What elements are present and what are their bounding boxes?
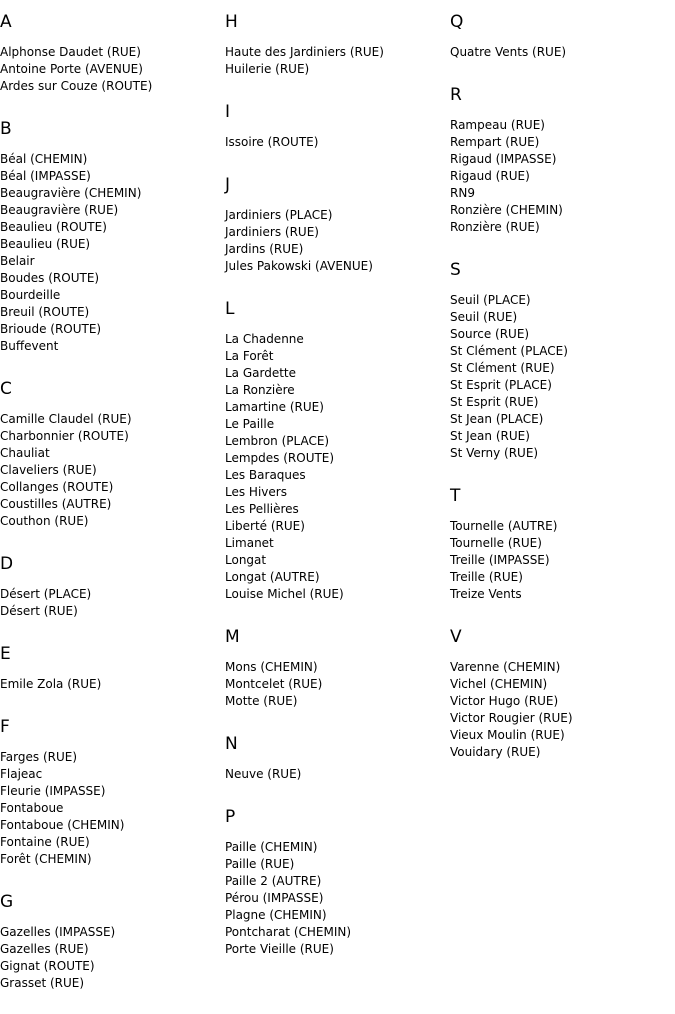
street-list [0,44,220,95]
street-link[interactable]: Le Paille [225,417,275,431]
street-link[interactable]: Issoire (ROUTE) [225,135,319,149]
street-link[interactable]: Charbonnier (ROUTE) [0,429,129,443]
street-list [225,207,445,275]
street-link[interactable]: Fontaine (RUE) [0,835,90,849]
letter-group [450,484,670,603]
street-link[interactable]: Ronzière (CHEMIN) [450,203,563,217]
street-link[interactable]: Limanet [225,536,274,550]
street-list [450,44,670,61]
street-link[interactable]: Treille (IMPASSE) [450,553,550,567]
street-link[interactable]: Jardins (RUE) [225,242,304,256]
street-link[interactable]: St Clément (RUE) [450,361,555,375]
street-link[interactable]: Couthon (RUE) [0,514,89,528]
street-link[interactable]: Vouidary (RUE) [450,745,541,759]
street-link[interactable]: Varenne (CHEMIN) [450,660,561,674]
letter-group [0,715,220,868]
letter-heading: P [225,807,236,827]
letter-heading: H [225,12,238,32]
street-link[interactable]: Béal (CHEMIN) [0,152,88,166]
street-link[interactable]: Seuil (PLACE) [450,293,531,307]
street-link[interactable]: Tournelle (AUTRE) [450,519,558,533]
letter-heading: J [225,175,231,195]
letter-heading: F [0,717,10,737]
street-link[interactable]: St Esprit (RUE) [450,395,539,409]
street-link[interactable]: Les Baraques [225,468,306,482]
letter-group [225,10,445,78]
street-link[interactable]: Rampeau (RUE) [450,118,545,132]
street-link[interactable]: Beaulieu (RUE) [0,237,91,251]
letter-group [450,83,670,236]
letter-group [0,10,220,95]
street-list [0,586,220,620]
letter-group [0,552,220,620]
letter-group [225,173,445,275]
street-link[interactable]: Victor Hugo (RUE) [450,694,559,708]
letter-heading: R [450,85,462,105]
street-link[interactable]: Bourdeille [0,288,61,302]
street-link[interactable]: Beaulieu (ROUTE) [0,220,107,234]
street-list [225,331,445,603]
street-list [450,292,670,462]
street-link[interactable]: Alphonse Daudet (RUE) [0,45,141,59]
street-link[interactable]: Les Pellières [225,502,299,516]
street-link[interactable]: Claveliers (RUE) [0,463,97,477]
street-list [450,659,670,761]
street-link[interactable]: Plagne (CHEMIN) [225,908,327,922]
street-index-column-1 [0,10,220,1014]
street-link[interactable]: Béal (IMPASSE) [0,169,91,183]
street-link[interactable]: St Jean (PLACE) [450,412,544,426]
street-list [0,676,220,693]
street-link[interactable]: La Gardette [225,366,297,380]
street-link[interactable]: RN9 [450,186,475,200]
street-index-column-2 [225,10,445,980]
street-link[interactable]: Pontcharat (CHEMIN) [225,925,352,939]
street-link[interactable]: Brioude (ROUTE) [0,322,102,336]
street-link[interactable]: Gazelles (RUE) [0,942,89,956]
letter-group [0,642,220,693]
street-link[interactable]: Boudes (ROUTE) [0,271,100,285]
street-link[interactable]: Lamartine (RUE) [225,400,324,414]
street-link[interactable]: La Chadenne [225,332,304,346]
street-link[interactable]: Jardiniers (RUE) [225,225,319,239]
street-link[interactable]: Gazelles (IMPASSE) [0,925,116,939]
street-link[interactable]: Paille (RUE) [225,857,295,871]
street-link[interactable]: Pérou (IMPASSE) [225,891,324,905]
street-link[interactable]: Belair [0,254,35,268]
street-link[interactable]: Désert (RUE) [0,604,78,618]
letter-heading: E [0,644,11,664]
letter-group [225,805,445,958]
street-list [225,44,445,78]
street-link[interactable]: Fontaboue [0,801,64,815]
letter-heading: S [450,260,461,280]
street-link[interactable]: Les Hivers [225,485,287,499]
street-link[interactable]: Fontaboue (CHEMIN) [0,818,125,832]
street-link[interactable]: Treille (RUE) [450,570,523,584]
street-list [0,924,220,992]
letter-group [0,117,220,355]
street-link[interactable]: Collanges (ROUTE) [0,480,114,494]
street-link[interactable]: Chauliat [0,446,50,460]
letter-group [225,732,445,783]
street-list [0,151,220,355]
letter-group [0,377,220,530]
letter-heading: G [0,892,14,912]
letter-heading: D [0,554,14,574]
street-link[interactable]: Liberté (RUE) [225,519,305,533]
street-list [225,839,445,958]
street-link[interactable]: Camille Claudel (RUE) [0,412,132,426]
letter-group [450,258,670,462]
street-link[interactable]: Rempart (RUE) [450,135,540,149]
street-index-column-3 [450,10,670,783]
street-link[interactable]: Neuve (RUE) [225,767,302,781]
street-link[interactable]: Paille (CHEMIN) [225,840,318,854]
street-link[interactable]: Flajeac [0,767,43,781]
street-link[interactable]: Paille 2 (AUTRE) [225,874,322,888]
street-link[interactable]: Breuil (ROUTE) [0,305,90,319]
letter-group [225,297,445,603]
street-link[interactable]: Seuil (RUE) [450,310,518,324]
street-link[interactable]: Coustilles (AUTRE) [0,497,112,511]
letter-heading: I [225,102,231,122]
street-link[interactable]: Montcelet (RUE) [225,677,323,691]
street-link[interactable]: Ronzière (RUE) [450,220,540,234]
street-link[interactable]: Treize Vents [450,587,522,601]
letter-heading: B [0,119,12,139]
street-link[interactable]: Motte (RUE) [225,694,298,708]
street-list [450,117,670,236]
letter-heading: L [225,299,235,319]
street-link[interactable]: Farges (RUE) [0,750,78,764]
street-link[interactable]: Quatre Vents (RUE) [450,45,567,59]
street-link[interactable]: Beaugravière (RUE) [0,203,119,217]
street-list [225,134,445,151]
street-link[interactable]: St Verny (RUE) [450,446,539,460]
street-link[interactable]: Rigaud (IMPASSE) [450,152,557,166]
street-list [0,411,220,530]
street-list [450,518,670,603]
street-link[interactable]: Antoine Porte (AVENUE) [0,62,143,76]
street-link[interactable]: Vieux Moulin (RUE) [450,728,565,742]
street-link[interactable]: Rigaud (RUE) [450,169,530,183]
letter-heading: C [0,379,12,399]
street-link[interactable]: Huilerie (RUE) [225,62,310,76]
street-link[interactable]: Forêt (CHEMIN) [0,852,92,866]
letter-heading: A [0,12,12,32]
street-link[interactable]: Désert (PLACE) [0,587,92,601]
letter-group [225,625,445,710]
street-link[interactable]: Buffevent [0,339,59,353]
letter-group [0,890,220,992]
street-link[interactable]: St Esprit (PLACE) [450,378,552,392]
letter-group [225,100,445,151]
street-link[interactable]: Lembron (PLACE) [225,434,330,448]
street-link[interactable]: Lempdes (ROUTE) [225,451,335,465]
letter-heading: Q [450,12,464,32]
street-link[interactable]: Louise Michel (RUE) [225,587,344,601]
street-link[interactable]: Beaugravière (CHEMIN) [0,186,142,200]
street-link[interactable]: Haute des Jardiniers (RUE) [225,45,384,59]
street-link[interactable]: Source (RUE) [450,327,530,341]
street-link[interactable]: Mons (CHEMIN) [225,660,318,674]
street-link[interactable]: Grasset (RUE) [0,976,85,990]
street-link[interactable]: Gignat (ROUTE) [0,959,95,973]
street-link[interactable]: Ardes sur Couze (ROUTE) [0,79,153,93]
street-link[interactable]: Emile Zola (RUE) [0,677,102,691]
street-link[interactable]: Jules Pakowski (AVENUE) [225,259,373,273]
street-list [0,749,220,868]
letter-heading: M [225,627,240,647]
street-link[interactable]: La Forêt [225,349,274,363]
street-link[interactable]: Vichel (CHEMIN) [450,677,548,691]
letter-group [450,10,670,61]
street-link[interactable]: Jardiniers (PLACE) [225,208,333,222]
street-link[interactable]: St Jean (RUE) [450,429,530,443]
street-link[interactable]: Longat (AUTRE) [225,570,320,584]
street-link[interactable]: Victor Rougier (RUE) [450,711,573,725]
street-link[interactable]: Porte Vieille (RUE) [225,942,334,956]
street-link[interactable]: Longat [225,553,267,567]
letter-heading: N [225,734,238,754]
letter-group [450,625,670,761]
street-link[interactable]: La Ronzière [225,383,295,397]
street-link[interactable]: St Clément (PLACE) [450,344,568,358]
street-link[interactable]: Tournelle (RUE) [450,536,542,550]
street-link[interactable]: Fleurie (IMPASSE) [0,784,106,798]
letter-heading: T [450,486,461,506]
letter-heading: V [450,627,462,647]
street-list [225,659,445,710]
street-list [225,766,445,783]
